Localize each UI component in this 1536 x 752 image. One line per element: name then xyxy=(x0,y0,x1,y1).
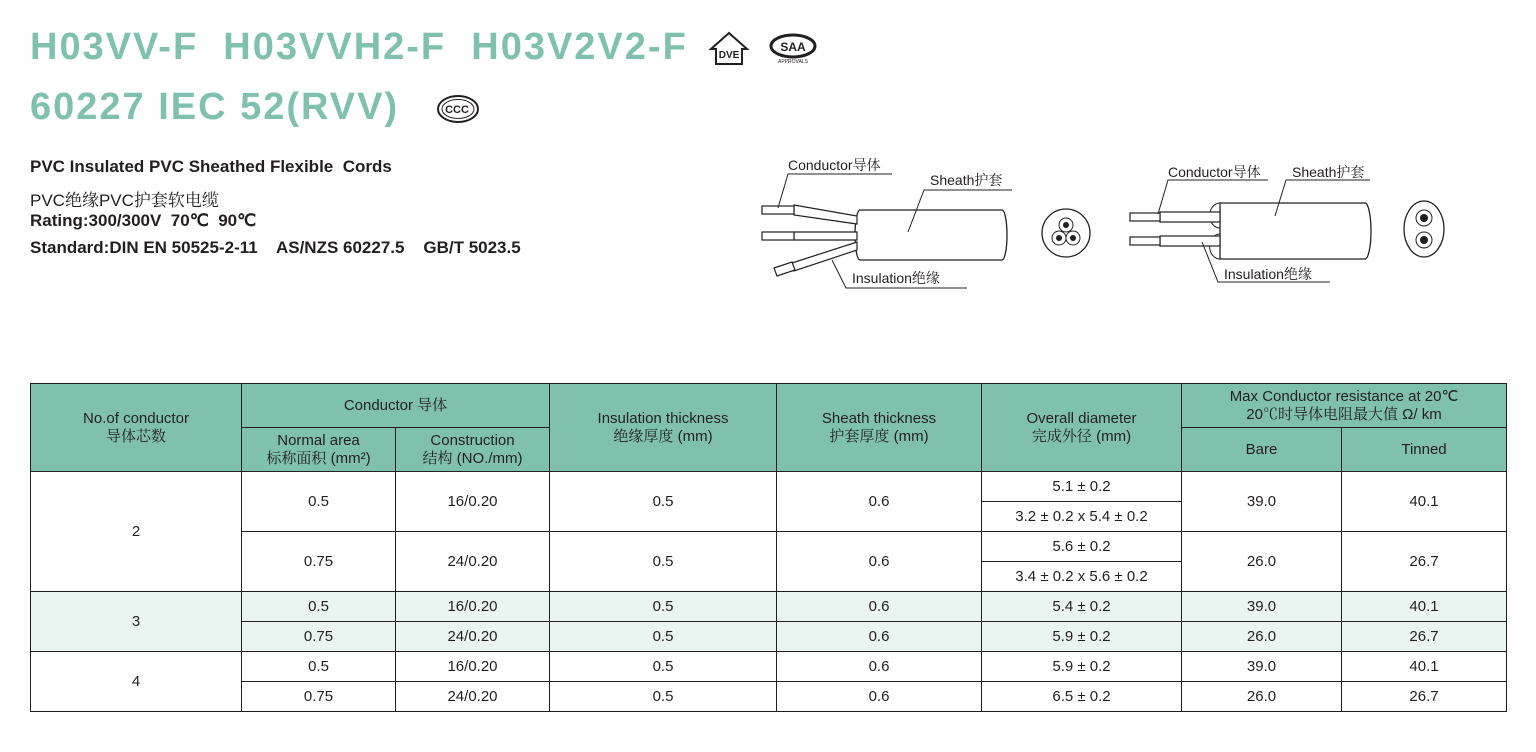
header-insulation-en: Insulation thickness xyxy=(597,409,729,427)
construction-cell: 16/0.20 xyxy=(396,472,550,532)
diameter-cell: 5.1 ± 0.2 xyxy=(982,472,1182,502)
insulation-cell: 0.5 xyxy=(550,472,777,532)
header-normal-area-en: Normal area xyxy=(277,431,360,449)
saa-mark-subtext: APPROVALS xyxy=(778,59,808,65)
header-overall xyxy=(982,384,1182,472)
construction-cell: 24/0.20 xyxy=(396,532,550,592)
ccc-mark-text: CCC xyxy=(445,104,469,116)
saa-mark-text: SAA xyxy=(780,40,806,54)
standard: Standard:DIN EN 50525-2-11 AS/NZS 60227.5 GB/T 5023.5 xyxy=(30,238,521,257)
construction-cell: 24/0.20 xyxy=(396,682,550,712)
rating: Rating:300/300V 70℃ 90℃ xyxy=(30,211,257,230)
bare-cell: 26.0 xyxy=(1182,682,1342,712)
cores-cell: 3 xyxy=(31,592,242,652)
area-cell: 0.75 xyxy=(242,682,396,712)
title-line-2: 60227 IEC 52(RVV) xyxy=(30,86,400,128)
tinned-cell: 26.7 xyxy=(1342,682,1507,712)
construction-cell: 24/0.20 xyxy=(396,622,550,652)
insulation-cell: 0.5 xyxy=(550,622,777,652)
tinned-cell: 40.1 xyxy=(1342,472,1507,532)
diameter-cell: 5.9 ± 0.2 xyxy=(982,652,1182,682)
area-cell: 0.5 xyxy=(242,472,396,532)
header-conductor: Conductor 导体 xyxy=(242,384,550,428)
table-row xyxy=(31,532,1507,562)
header-overall-cn: 完成外径 (mm) xyxy=(1031,427,1132,445)
left-conductor-label: Conductor导体 xyxy=(788,157,881,173)
table-row xyxy=(31,472,1507,502)
product-name-cn: PVC绝缘PVC护套软电缆 xyxy=(30,191,219,210)
cores-cell: 4 xyxy=(31,652,242,712)
diameter-cell: 3.4 ± 0.2 x 5.6 ± 0.2 xyxy=(982,562,1182,592)
header-sheath-cn: 护套厚度 (mm) xyxy=(829,427,929,445)
right-insulation-label: Insulation绝缘 xyxy=(1224,266,1312,282)
cable-diagram-flat xyxy=(1120,150,1460,295)
bare-cell: 39.0 xyxy=(1182,652,1342,682)
sheath-cell: 0.6 xyxy=(777,682,982,712)
spec-table xyxy=(30,383,1507,712)
table-row xyxy=(31,682,1507,712)
ccc-mark-icon xyxy=(436,94,480,124)
sheath-cell: 0.6 xyxy=(777,652,982,682)
header-sheath-en: Sheath thickness xyxy=(821,409,937,427)
dve-mark-text: DVE xyxy=(718,50,740,61)
area-cell: 0.75 xyxy=(242,622,396,652)
diameter-cell: 6.5 ± 0.2 xyxy=(982,682,1182,712)
title-line-1: H03VV-F H03VVH2-F H03V2V2-F xyxy=(30,26,688,68)
header-resistance xyxy=(1182,384,1507,428)
insulation-cell: 0.5 xyxy=(550,682,777,712)
sheath-cell: 0.6 xyxy=(777,532,982,592)
dve-mark-icon xyxy=(708,30,750,68)
header-sheath xyxy=(777,384,982,472)
left-insulation-label: Insulation绝缘 xyxy=(852,270,940,286)
table-row xyxy=(31,622,1507,652)
bare-cell: 26.0 xyxy=(1182,532,1342,592)
insulation-cell: 0.5 xyxy=(550,532,777,592)
table-row xyxy=(31,652,1507,682)
sheath-cell: 0.6 xyxy=(777,622,982,652)
tinned-cell: 40.1 xyxy=(1342,592,1507,622)
sheath-cell: 0.6 xyxy=(777,472,982,532)
bare-cell: 39.0 xyxy=(1182,592,1342,622)
cable-diagram-round xyxy=(752,150,1102,295)
header-normal-area-cn: 标称面积 (mm²) xyxy=(266,449,371,467)
area-cell: 0.75 xyxy=(242,532,396,592)
right-conductor-label: Conductor导体 xyxy=(1168,164,1261,180)
construction-cell: 16/0.20 xyxy=(396,592,550,622)
header-no-conductor-cn: 导体芯数 xyxy=(105,427,166,445)
tinned-cell: 26.7 xyxy=(1342,622,1507,652)
header-normal-area xyxy=(242,428,396,472)
saa-mark-icon xyxy=(768,32,818,66)
diameter-cell: 3.2 ± 0.2 x 5.4 ± 0.2 xyxy=(982,502,1182,532)
bare-cell: 39.0 xyxy=(1182,472,1342,532)
area-cell: 0.5 xyxy=(242,592,396,622)
insulation-cell: 0.5 xyxy=(550,592,777,622)
cores-cell: 2 xyxy=(31,472,242,592)
header-construction-en: Construction xyxy=(430,431,515,449)
header-bare: Bare xyxy=(1182,428,1342,472)
header-construction xyxy=(396,428,550,472)
area-cell: 0.5 xyxy=(242,652,396,682)
diameter-cell: 5.6 ± 0.2 xyxy=(982,532,1182,562)
insulation-cell: 0.5 xyxy=(550,652,777,682)
left-sheath-label: Sheath护套 xyxy=(930,172,1003,188)
bare-cell: 26.0 xyxy=(1182,622,1342,652)
construction-cell: 16/0.20 xyxy=(396,652,550,682)
table-row xyxy=(31,592,1507,622)
tinned-cell: 40.1 xyxy=(1342,652,1507,682)
sheath-cell: 0.6 xyxy=(777,592,982,622)
header-no-conductor-en: No.of conductor xyxy=(83,409,189,427)
header-overall-en: Overall diameter xyxy=(1026,409,1137,427)
header-construction-cn: 结构 (NO./mm) xyxy=(422,449,523,467)
header-insulation xyxy=(550,384,777,472)
product-name-en: PVC Insulated PVC Sheathed Flexible Cords xyxy=(30,157,392,176)
header-tinned: Tinned xyxy=(1342,428,1507,472)
right-sheath-label: Sheath护套 xyxy=(1292,164,1365,180)
tinned-cell: 26.7 xyxy=(1342,532,1507,592)
header-no-conductor xyxy=(31,384,242,472)
header-resistance-en: Max Conductor resistance at 20℃ xyxy=(1229,387,1459,405)
header-resistance-cn: 20℃时导体电阻最大值 Ω/ km xyxy=(1246,405,1442,423)
diameter-cell: 5.9 ± 0.2 xyxy=(982,622,1182,652)
diameter-cell: 5.4 ± 0.2 xyxy=(982,592,1182,622)
header-insulation-cn: 绝缘厚度 (mm) xyxy=(613,427,713,445)
